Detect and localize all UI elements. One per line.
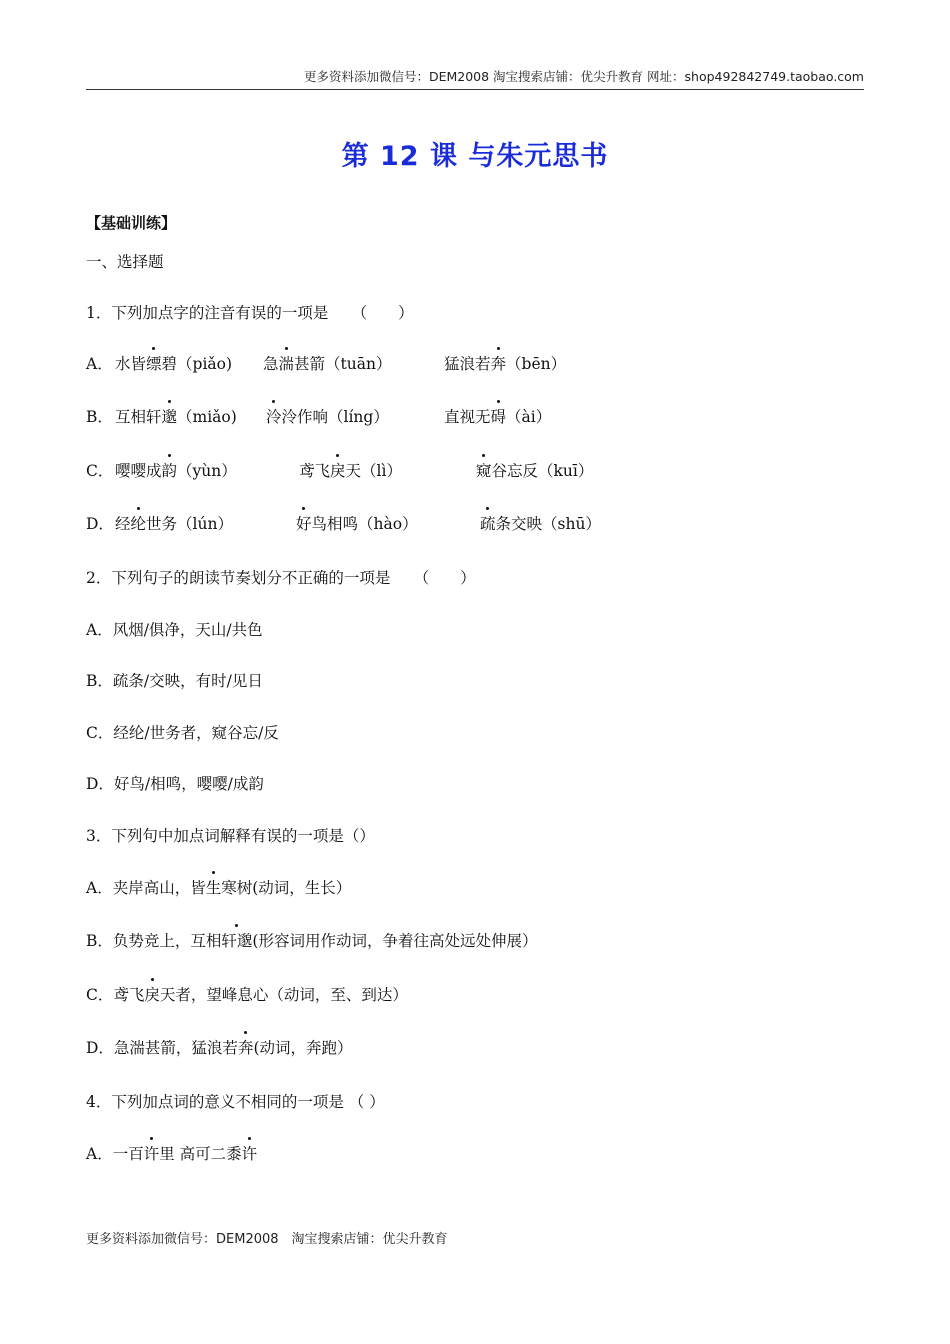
q1-stem: 1．下列加点字的注音有误的一项是 （ ） (86, 304, 414, 322)
q4-stem: 4．下列加点词的意义不相同的一项是 （ ） (86, 1093, 385, 1111)
option-label: C． (86, 462, 114, 480)
q1-c-item-2: 鸢飞戾天（lì） (299, 459, 402, 481)
q2-option-d: D．好鸟/相鸣，嘤嘤/成韵 (86, 775, 264, 793)
q1-d-item-2: 好鸟相鸣（hào） (296, 512, 418, 534)
q3-stem: 3．下列句中加点词解释有误的一项是（） (86, 827, 375, 845)
option-label: A． (86, 355, 113, 373)
q1-b-item-1: 互相轩邈（miǎo) (115, 405, 237, 427)
option-label: D． (86, 515, 114, 533)
q1-d-item-3: 疏条交映（shū） (480, 512, 601, 534)
q3-option-d: D．急湍甚箭，猛浪若奔(动词，奔跑） (86, 1036, 353, 1058)
q2-option-b: B．疏条/交映，有时/见日 (86, 672, 263, 690)
section-heading: 【基础训练】 (86, 214, 177, 232)
option-label: B． (86, 408, 113, 426)
q1-a-item-2: 急湍甚箭（tuān） (263, 352, 391, 374)
q2-option-c: C．经纶/世务者，窥谷忘/反 (86, 724, 279, 742)
q1-a-item-1: 水皆缥碧（piǎo) (115, 352, 232, 374)
q4-option-a: A．一百许里 高可二黍许 (86, 1142, 257, 1164)
q1-d-item-1: 经纶世务（lún） (115, 512, 233, 534)
q3-option-a: A．夹岸高山，皆生寒树(动词，生长） (86, 876, 351, 898)
q3-option-b: B．负势竞上，互相轩邈(形容词用作动词，争着往高处远处伸展） (86, 929, 537, 951)
part-heading: 一、选择题 (86, 253, 164, 271)
q2-option-a: A．风烟/俱净，天山/共色 (86, 621, 263, 639)
q1-c-item-1: 嘤嘤成韵（yùn） (115, 459, 237, 481)
q1-b-item-3: 直视无碍（ài） (444, 405, 551, 427)
page-footer: 更多资料添加微信号：DEM2008 淘宝搜索店铺：优尖升教育 (86, 1232, 448, 1247)
q1-b-item-2: 泠泠作响（líng） (266, 405, 389, 427)
q2-stem: 2．下列句子的朗读节奏划分不正确的一项是 （ ） (86, 569, 476, 587)
q1-c-item-3: 窥谷忘反（kuī） (476, 459, 593, 481)
page-header: 更多资料添加微信号：DEM2008 淘宝搜索店铺：优尖升教育 网址：shop492842749.taobao.com (86, 67, 864, 90)
q1-a-item-3: 猛浪若奔（bēn） (444, 352, 566, 374)
page-title: 第 12 课 与朱元思书 (341, 141, 609, 172)
q3-option-c: C．鸢飞戾天者，望峰息心（动词，至、到达） (86, 983, 408, 1005)
